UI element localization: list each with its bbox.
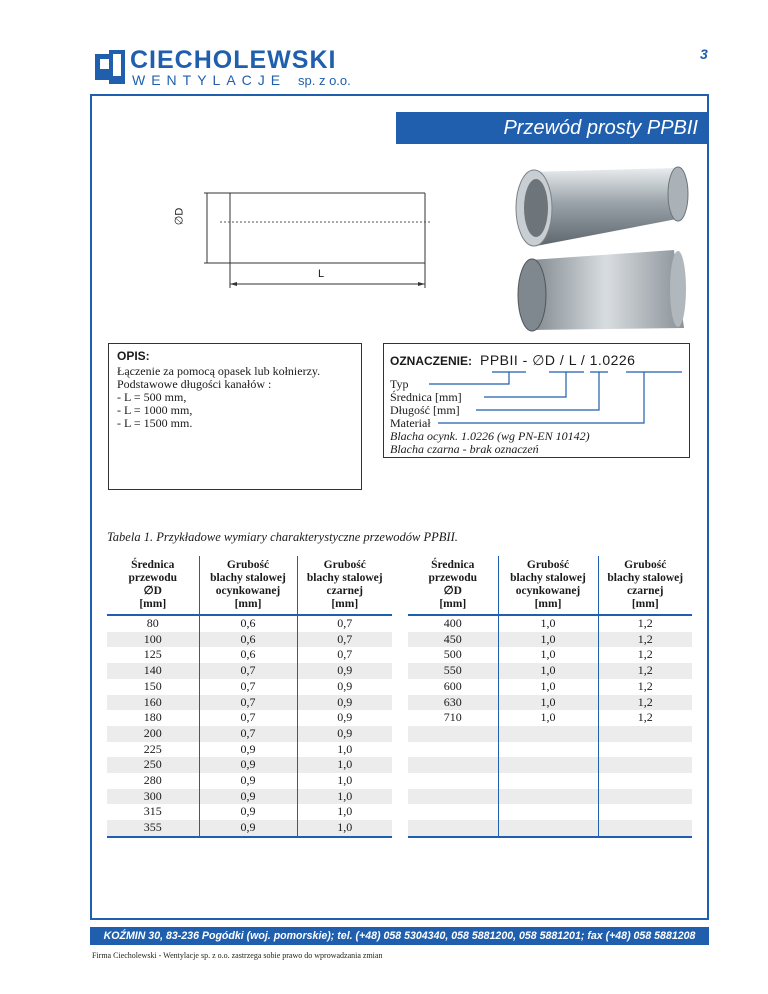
cell-black: 1,0 — [337, 804, 353, 819]
cell-galvanized: 0,9 — [199, 820, 297, 837]
table-row — [107, 742, 392, 758]
cell-diameter: 630 — [408, 695, 498, 711]
company-logo-icon — [95, 50, 125, 84]
cell-black: 1,0 — [337, 773, 353, 788]
table-row — [408, 789, 692, 805]
table-row — [408, 615, 692, 632]
cell-black: 0,9 — [297, 695, 392, 711]
cell-galvanized — [498, 820, 598, 837]
table-row — [408, 695, 692, 711]
page-title: Przewód prosty PPBII — [503, 117, 698, 139]
description-line: - L = 1500 mm. — [117, 416, 193, 430]
dimensions-table-left — [107, 556, 392, 838]
cell-black — [598, 757, 692, 773]
cell-galvanized: 1,0 — [498, 647, 598, 663]
cell-diameter: 180 — [107, 710, 199, 726]
description-box — [108, 343, 362, 490]
brand-name: CIECHOLEWSKI — [130, 46, 337, 74]
cell-galvanized: 0,9 — [199, 789, 297, 805]
cell-galvanized: 0,9 — [199, 773, 297, 789]
cell-diameter: 225 — [107, 742, 199, 758]
cell-black: 0,9 — [297, 726, 392, 742]
product-photo — [508, 150, 690, 335]
cell-black: 0,9 — [337, 678, 353, 693]
designation-field: Materiał — [390, 416, 431, 430]
cell-diameter: 300 — [107, 789, 199, 805]
cell-diameter: 355 — [107, 820, 199, 837]
designation-note: Blacha ocynk. 1.0226 (wg PN-EN 10142) — [390, 429, 590, 443]
table-row — [408, 663, 692, 679]
cell-black: 0,9 — [337, 710, 353, 725]
cell-galvanized — [498, 773, 598, 789]
cell-galvanized: 0,6 — [199, 615, 297, 632]
cell-diameter — [408, 726, 498, 742]
designation-box — [383, 343, 690, 458]
header-black-thickness: Grubość blachy stalowej czarnej [mm] — [607, 559, 684, 610]
cell-black: 1,0 — [297, 789, 392, 805]
cell-diameter: 280 — [107, 773, 199, 789]
cell-diameter: 140 — [107, 663, 199, 679]
cell-black — [598, 789, 692, 805]
cell-diameter — [408, 757, 498, 773]
length-label: L — [318, 268, 325, 280]
dimensions-table-right — [408, 556, 692, 838]
cell-galvanized — [498, 726, 598, 742]
cell-galvanized: 1,0 — [498, 663, 598, 679]
cell-black: 1,2 — [637, 710, 653, 725]
cell-black — [598, 804, 692, 820]
table-row — [408, 804, 692, 820]
description-line: Łączenie za pomocą opasek lub kołnierzy. — [117, 364, 321, 378]
table-row — [107, 632, 392, 648]
cell-black: 1,2 — [637, 616, 653, 630]
table-row — [107, 773, 392, 789]
cell-galvanized — [498, 757, 598, 773]
cell-black: 1,2 — [637, 678, 653, 693]
cell-galvanized: 0,7 — [199, 663, 297, 679]
cell-galvanized: 0,7 — [199, 726, 297, 742]
cell-galvanized: 1,0 — [498, 695, 598, 711]
table-row — [107, 647, 392, 663]
cell-galvanized: 0,6 — [199, 647, 297, 663]
cell-galvanized: 0,6 — [199, 632, 297, 648]
cell-galvanized — [498, 804, 598, 820]
cell-black: 0,7 — [337, 616, 353, 630]
cell-black: 1,2 — [637, 647, 653, 662]
header-galvanized-thickness: Grubość blachy stalowej ocynkowanej [mm] — [498, 556, 598, 615]
designation-heading: OZNACZENIE: — [390, 354, 472, 368]
description-line: Podstawowe długości kanałów : — [117, 377, 272, 391]
cell-black: 1,2 — [598, 632, 692, 648]
cell-diameter: 250 — [107, 757, 199, 773]
table-row — [107, 615, 392, 632]
table-row — [408, 647, 692, 663]
table-row — [408, 679, 692, 695]
table-row — [107, 757, 392, 773]
cell-diameter — [408, 773, 498, 789]
cell-galvanized: 1,0 — [498, 679, 598, 695]
cell-galvanized: 1,0 — [498, 710, 598, 726]
page-number: 3 — [700, 46, 708, 62]
cell-black: 0,7 — [337, 647, 353, 662]
brand-subtitle: WENTYLACJE sp. z o.o. — [132, 72, 351, 88]
cell-diameter — [408, 742, 498, 758]
table-row — [107, 789, 392, 805]
cell-diameter: 400 — [408, 615, 498, 632]
cell-diameter — [408, 820, 498, 837]
description-heading: OPIS: — [117, 349, 150, 363]
cell-galvanized: 0,7 — [199, 679, 297, 695]
table-row — [107, 695, 392, 711]
cell-diameter: 150 — [107, 679, 199, 695]
cell-diameter — [408, 804, 498, 820]
table-row — [408, 757, 692, 773]
table-row — [408, 820, 692, 837]
cell-black: 1,0 — [337, 741, 353, 756]
table-row — [408, 726, 692, 742]
duct-drawing — [160, 180, 440, 295]
table-row — [107, 710, 392, 726]
designation-note: Blacha czarna - brak oznaczeń — [390, 442, 539, 456]
cell-diameter — [408, 789, 498, 805]
cell-galvanized: 1,0 — [498, 632, 598, 648]
cell-galvanized: 1,0 — [498, 615, 598, 632]
cell-black — [598, 742, 692, 758]
cell-diameter: 100 — [107, 632, 199, 648]
cell-galvanized: 0,9 — [199, 742, 297, 758]
table-row — [408, 710, 692, 726]
header-galvanized-thickness: Grubość blachy stalowej ocynkowanej [mm] — [199, 556, 297, 615]
cell-galvanized — [498, 789, 598, 805]
cell-diameter: 450 — [408, 632, 498, 648]
table-row — [408, 742, 692, 758]
designation-field: Typ — [390, 377, 409, 391]
cell-black — [598, 820, 692, 837]
table-row — [107, 679, 392, 695]
designation-field: Długość [mm] — [390, 403, 460, 417]
cell-diameter: 200 — [107, 726, 199, 742]
cell-black — [598, 773, 692, 789]
cell-galvanized: 0,9 — [199, 757, 297, 773]
description-line: - L = 500 mm, — [117, 390, 187, 404]
cell-diameter: 600 — [408, 679, 498, 695]
cell-black — [598, 726, 692, 742]
designation-field: Średnica [mm] — [390, 390, 462, 404]
cell-black: 1,0 — [297, 757, 392, 773]
cell-black: 1,2 — [598, 663, 692, 679]
description-line: - L = 1000 mm, — [117, 403, 193, 417]
header-black-thickness: Grubość blachy stalowej czarnej [mm] — [306, 559, 383, 610]
footer-contact: KOŹMIN 30, 83-236 Pogódki (woj. pomorskie); tel. (+48) 058 5304340, 058 5881200, 058 5881201; fax (+48) 058 5881208 — [103, 930, 696, 942]
designation-code: PPBII - ∅D / L / 1.0226 — [480, 352, 636, 368]
table-row — [408, 632, 692, 648]
cell-diameter: 315 — [107, 804, 199, 820]
cell-diameter: 160 — [107, 695, 199, 711]
header-diameter: Średnica przewodu ∅D [mm] — [408, 556, 498, 615]
cell-galvanized: 0,7 — [199, 695, 297, 711]
table-row — [408, 773, 692, 789]
cell-diameter: 550 — [408, 663, 498, 679]
table-caption: Tabela 1. Przykładowe wymiary charakterystyczne przewodów PPBII. — [107, 530, 458, 544]
cell-diameter: 500 — [408, 647, 498, 663]
cell-diameter: 125 — [107, 647, 199, 663]
cell-black: 0,7 — [297, 632, 392, 648]
table-row — [107, 820, 392, 837]
header-diameter: Średnica przewodu ∅D [mm] — [107, 556, 199, 615]
table-row — [107, 726, 392, 742]
table-row — [107, 663, 392, 679]
table-row — [107, 804, 392, 820]
cell-diameter: 710 — [408, 710, 498, 726]
cell-galvanized: 0,7 — [199, 710, 297, 726]
cell-black: 1,2 — [598, 695, 692, 711]
footer-disclaimer: Firma Ciecholewski - Wentylacje sp. z o.o. zastrzega sobie prawo do wprowadzania zmian — [92, 951, 383, 960]
cell-diameter: 80 — [107, 615, 199, 632]
cell-black: 0,9 — [297, 663, 392, 679]
diameter-label: ∅D — [173, 207, 186, 226]
cell-black: 1,0 — [297, 820, 392, 837]
cell-galvanized: 0,9 — [199, 804, 297, 820]
cell-galvanized — [498, 742, 598, 758]
